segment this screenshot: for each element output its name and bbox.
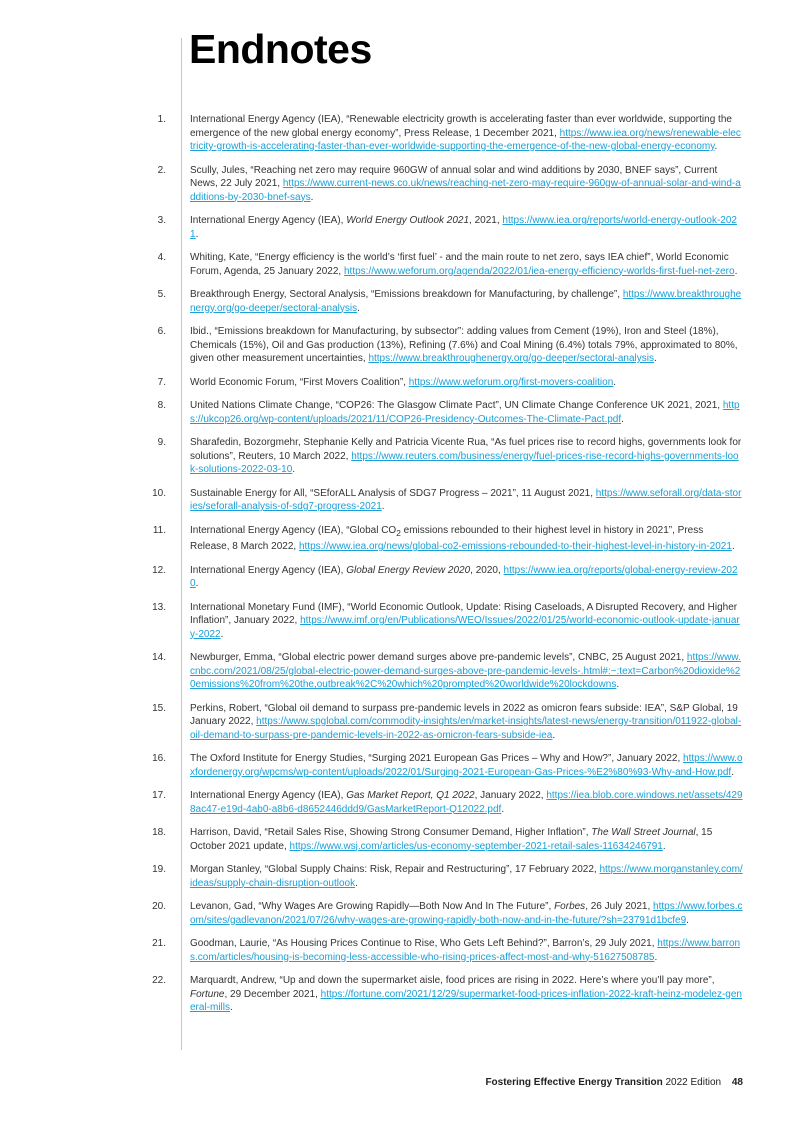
endnote-link[interactable]: https://www.weforum.org/agenda/2022/01/iea-energy-efficiency-worlds-first-fuel-net-zero — [344, 265, 735, 277]
endnote-link[interactable]: https://www.iea.org/reports/global-energy-review-2020 — [190, 564, 738, 589]
endnote-text-segment: . — [731, 766, 734, 778]
endnote-text-segment: Ibid., “Emissions breakdown for Manufacturing, by subsector”: adding values from Cement (19%), Iron and Steel (18%), Chemicals (15%), Oil and Gas production (13%), Refining (7.6%) and Coal Mining (6.4%) totals 79%, approximated to 80%, given other measurement uncertainties, — [190, 326, 738, 364]
endnote-item — [0, 251, 793, 278]
endnote-text-segment: 2 — [396, 527, 401, 538]
endnote-number: 14. — [152, 652, 166, 663]
endnote-text — [190, 251, 743, 278]
endnote-text-segment: Breakthrough Energy, Sectoral Analysis, “Emissions breakdown for Manufacturing, by challenge”, — [190, 289, 623, 300]
endnote-number: 19. — [152, 864, 166, 875]
endnote-link[interactable]: https://fortune.com/2021/12/29/supermarket-food-prices-inflation-2022-kraft-heinz-modelez-general-mills — [190, 988, 742, 1013]
page-number: 48 — [731, 1077, 743, 1088]
endnote-text-segment: , 2021, — [469, 215, 503, 226]
endnote-text-segment: Fortune — [190, 988, 225, 1000]
endnote-text-segment: , 15 October 2021 update, — [190, 827, 713, 852]
endnote-text-segment: International Energy Agency (IEA), — [190, 790, 347, 801]
endnote-text-segment: , 29 December 2021, — [224, 988, 321, 1000]
endnote-text-segment: International Monetary Fund (IMF), “World Economic Outlook, Update: Rising Caseloads, A Disrupted Recovery, and Higher Inflation”, January 2022, — [190, 601, 738, 626]
endnote-text-segment: Perkins, Robert, “Global oil demand to surpass pre-pandemic levels in 2022 as omicron fears subside: IEA”, S&P Global, 19 January 2022, — [190, 702, 738, 727]
endnote-text-segment: Goodman, Laurie, “As Housing Prices Continue to Rise, Who Gets Left Behind?”, Barron’s, 29 July 2021, — [190, 938, 658, 949]
endnote-text-segment: . — [195, 578, 199, 589]
endnote-item — [0, 601, 793, 642]
endnote-text-segment: Newburger, Emma, “Global electric power demand surges above pre-pandemic levels”, CNBC, 25 August 2021, — [190, 652, 687, 663]
endnote-text-segment: , January 2022, — [474, 790, 547, 801]
endnote-link[interactable]: https://www.imf.org/en/Publications/WEO/Issues/2022/01/25/world-economic-outlook-update-january-2022 — [190, 615, 740, 640]
endnote-text — [190, 436, 743, 477]
endnote-text — [190, 376, 743, 390]
endnote-link[interactable]: https://ukcop26.org/wp-content/uploads/2021/11/COP26-Presidency-Outcomes-The-Climate-Pact.pdf — [190, 400, 740, 425]
endnote-link[interactable]: https://www.iea.org/reports/world-energy-outlook-2021 — [190, 215, 737, 240]
endnote-text-segment: . — [613, 376, 617, 388]
endnote-text-segment: . — [310, 191, 314, 203]
endnote-text-segment: International Energy Agency (IEA), — [190, 564, 347, 576]
endnote-text — [190, 863, 743, 890]
endnote-item — [0, 376, 793, 390]
endnote-number: 18. — [152, 827, 166, 838]
endnote-text — [190, 937, 743, 964]
endnote-text-segment: International Energy Agency (IEA), “Global CO — [190, 524, 397, 536]
endnote-item — [0, 288, 793, 315]
endnote-number: 17. — [152, 790, 166, 801]
endnote-text-segment: Morgan Stanley, “Global Supply Chains: Risk, Repair and Restructuring”, 17 February 2022, — [190, 864, 600, 875]
endnote-text-segment: . — [195, 228, 199, 240]
endnote-text-segment: Whiting, Kate, “Energy efficiency is the world’s ‘first fuel’ - and the main route to net zero, says IEA chief”, World Economic Forum, Agenda, 25 January 2022, — [190, 252, 729, 277]
endnote-text-segment: The Oxford Institute for Energy Studies, “Surging 2021 European Gas Prices – Why and How?”, January 2022, — [190, 753, 684, 764]
endnote-number: 16. — [152, 753, 166, 764]
endnote-text-segment: . — [501, 803, 505, 815]
endnote-link[interactable]: https://www.breakthroughenergy.org/go-deeper/sectoral-analysis — [368, 353, 654, 364]
endnote-text-segment: . — [686, 914, 689, 926]
endnote-number: 12. — [152, 564, 166, 576]
endnote-number: 4. — [157, 252, 166, 263]
endnote-number: 6. — [157, 326, 166, 337]
endnote-text — [190, 974, 743, 1015]
endnote-number: 22. — [152, 975, 166, 986]
endnote-text-segment: Sustainable Energy for All, “SEforALL Analysis of SDG7 Progress – 2021”, 11 August 2021, — [190, 487, 596, 499]
endnote-text-segment: Forbes — [554, 901, 586, 912]
endnote-text-segment: World Energy Outlook 2021 — [346, 215, 470, 226]
endnote-text-segment: . — [621, 413, 624, 425]
page-footer — [485, 1077, 743, 1088]
endnote-item — [0, 937, 793, 964]
endnote-text-segment: emissions rebounded to their highest level in history in 2021”, Press Release, 8 March 2022, — [190, 524, 704, 552]
endnote-text-segment: Global Energy Review 2020 — [346, 564, 471, 576]
endnote-link[interactable]: https://www.barrons.com/articles/housing-is-becoming-less-accessible-who-rising-prices-affect-most-and-why-51627508785 — [190, 938, 741, 963]
endnote-text — [190, 288, 743, 315]
endnote-link[interactable]: https://www.cnbc.com/2021/08/25/global-electric-power-demand-surges-above-pre-pandemic-levels-.html#:~:text=Carbon%20dioxide%20emissions%20from%20the,outbreak%2C%20which%20prompted%20worldwide%20lockdowns — [190, 652, 741, 690]
endnote-link[interactable]: https://iea.blob.core.windows.net/assets/4298ac47-e19d-4ab0-a8b6-d8652446ddd9/GasMarketReport-Q12022.pdf — [190, 790, 743, 815]
endnote-number: 15. — [152, 702, 166, 714]
endnote-link[interactable]: https://www.forbes.com/sites/gadlevanon/2021/07/26/why-wages-are-growing-rapidly-both-now-and-in-the-future/?sh=23791d1bcfe9 — [190, 901, 743, 926]
endnote-link[interactable]: https://www.breakthroughenergy.org/go-deeper/sectoral-analysis — [190, 289, 742, 314]
endnote-text-segment: . — [381, 501, 385, 512]
endnote-text — [190, 113, 743, 154]
endnote-text — [190, 826, 743, 853]
endnote-text-segment: Harrison, David, “Retail Sales Rise, Showing Strong Consumer Demand, Higher Inflation”, — [190, 827, 592, 838]
endnote-text-segment: . — [662, 840, 666, 852]
endnote-number: 21. — [152, 938, 166, 949]
endnote-text — [190, 399, 743, 426]
endnote-text-segment: Levanon, Gad, “Why Wages Are Growing Rapidly—Both Now And In The Future”, — [190, 901, 555, 912]
endnote-number: 3. — [157, 215, 166, 226]
endnote-text-segment: Scully, Jules, “Reaching net zero may require 960GW of annual solar and wind additions by 2030, BNEF says”, Current News, 22 July 2021, — [190, 164, 718, 189]
endnote-item — [0, 399, 793, 426]
endnote-text — [190, 789, 743, 816]
endnote-number: 11. — [152, 524, 166, 536]
endnote-text-segment: . — [230, 1002, 233, 1013]
endnote-item — [0, 524, 793, 554]
endnote-text-segment: Marquardt, Andrew, “Up and down the supermarket aisle, food prices are rising in 2022. Here’s where you’ll pay more”, — [190, 975, 715, 986]
endnote-number: 13. — [152, 601, 166, 613]
endnote-text-segment: . — [220, 628, 224, 640]
endnote-link[interactable]: https://www.weforum.org/first-movers-coalition — [408, 376, 614, 388]
endnote-text-segment: . — [292, 464, 296, 475]
endnote-item — [0, 214, 793, 241]
endnote-text-segment: . — [714, 141, 718, 152]
endnote-text-segment: . — [552, 729, 556, 741]
endnote-text-segment: . — [355, 877, 358, 889]
endnote-item — [0, 900, 793, 927]
endnote-text-segment: . — [357, 302, 360, 314]
endnote-number: 7. — [157, 376, 166, 388]
endnote-text-segment: . — [654, 951, 658, 963]
endnote-text — [190, 524, 743, 554]
endnote-text — [190, 702, 743, 743]
endnote-item — [0, 974, 793, 1015]
endnote-item — [0, 651, 793, 692]
page-title: Endnotes — [189, 26, 372, 72]
endnote-link[interactable]: https://www.wsj.com/articles/us-economy-september-2021-retail-sales-11634246791 — [289, 840, 663, 852]
endnote-number: 2. — [157, 164, 166, 176]
endnote-link[interactable]: https://www.seforall.org/data-stories/seforall-analysis-of-sdg7-progress-2021 — [190, 487, 742, 512]
endnote-item — [0, 863, 793, 890]
endnote-text-segment: , 26 July 2021, — [585, 901, 654, 912]
endnote-text — [190, 214, 743, 241]
endnote-text-segment: International Energy Agency (IEA), “Renewable electricity growth is accelerating faster than ever worldwide, supporting the emergence of the new global energy economy”, Press Release, 1 December 2021, — [190, 114, 732, 139]
endnote-text-segment: World Economic Forum, “First Movers Coalition”, — [190, 376, 409, 388]
endnote-text-segment: . — [734, 265, 738, 277]
endnote-link[interactable]: https://www.iea.org/news/global-co2-emissions-rebounded-to-their-highest-level-in-history-in-2021 — [298, 541, 732, 552]
endnote-text-segment: . — [653, 353, 657, 364]
endnote-number: 8. — [157, 400, 166, 411]
endnote-item — [0, 113, 793, 154]
endnote-text — [190, 752, 743, 779]
endnote-number: 20. — [152, 901, 166, 912]
endnote-text — [190, 487, 743, 514]
endnote-item — [0, 564, 793, 591]
endnote-link[interactable]: https://www.reuters.com/business/energy/fuel-prices-rise-record-highs-governments-look-solutions-2022-03-10 — [190, 450, 739, 475]
endnote-text — [190, 900, 743, 927]
endnotes-list — [0, 113, 793, 1025]
endnote-link[interactable]: https://www.current-news.co.uk/news/reaching-net-zero-may-require-960gw-of-annual-solar-and-wind-additions-by-2030-bnef-says — [190, 178, 741, 203]
endnote-text-segment: . — [616, 679, 620, 690]
endnote-number: 5. — [157, 289, 166, 300]
endnote-text-segment: International Energy Agency (IEA), — [190, 215, 347, 226]
endnote-link[interactable]: https://www.spglobal.com/commodity-insights/en/market-insights/latest-news/energy-transition/011922-global-oil-demand-to-surpass-pre-pandemic-levels-in-2022-as-omicron-fears-subside-iea — [190, 716, 742, 741]
endnote-text-segment: The Wall Street Journal — [591, 827, 696, 838]
endnote-text — [190, 564, 743, 591]
endnote-text — [190, 164, 743, 205]
endnote-link[interactable]: https://www.iea.org/news/renewable-electricity-growth-is-accelerating-faster-than-ever-worldwide-supporting-the-emergence-of-the-new-global-energy-economy — [190, 127, 741, 152]
endnote-link[interactable]: https://www.oxfordenergy.org/wpcms/wp-content/uploads/2022/01/Surging-2021-European-Gas-Prices-%E2%80%93-Why-and-How.pdf — [190, 753, 743, 778]
footer-edition: 2022 Edition — [665, 1077, 722, 1088]
endnote-link[interactable]: https://www.morganstanley.com/ideas/supply-chain-disruption-outlook — [190, 864, 743, 889]
endnote-item — [0, 487, 793, 514]
endnote-item — [0, 702, 793, 743]
endnote-number: 1. — [157, 114, 166, 125]
footer-report-title: Fostering Effective Energy Transition — [485, 1077, 663, 1088]
endnote-text — [190, 651, 743, 692]
endnote-text-segment: United Nations Climate Change, “COP26: The Glasgow Climate Pact”, UN Climate Change Conference UK 2021, 2021, — [190, 400, 723, 411]
endnote-item — [0, 826, 793, 853]
endnote-text — [190, 601, 743, 642]
endnote-text-segment: , 2020, — [470, 564, 504, 576]
endnote-item — [0, 752, 793, 779]
endnote-text-segment: Gas Market Report, Q1 2022 — [346, 790, 475, 801]
endnote-item — [0, 789, 793, 816]
endnote-item — [0, 325, 793, 366]
endnote-item — [0, 436, 793, 477]
endnote-number: 10. — [152, 487, 166, 499]
endnote-text — [190, 325, 743, 366]
endnote-item — [0, 164, 793, 205]
endnote-text-segment: . — [731, 541, 735, 552]
endnote-text-segment: Sharafedin, Bozorgmehr, Stephanie Kelly and Patricia Vicente Rua, “As fuel prices rise to record highs, governments look for solutions”, Reuters, 10 March 2022, — [190, 437, 742, 462]
endnote-number: 9. — [157, 437, 166, 448]
